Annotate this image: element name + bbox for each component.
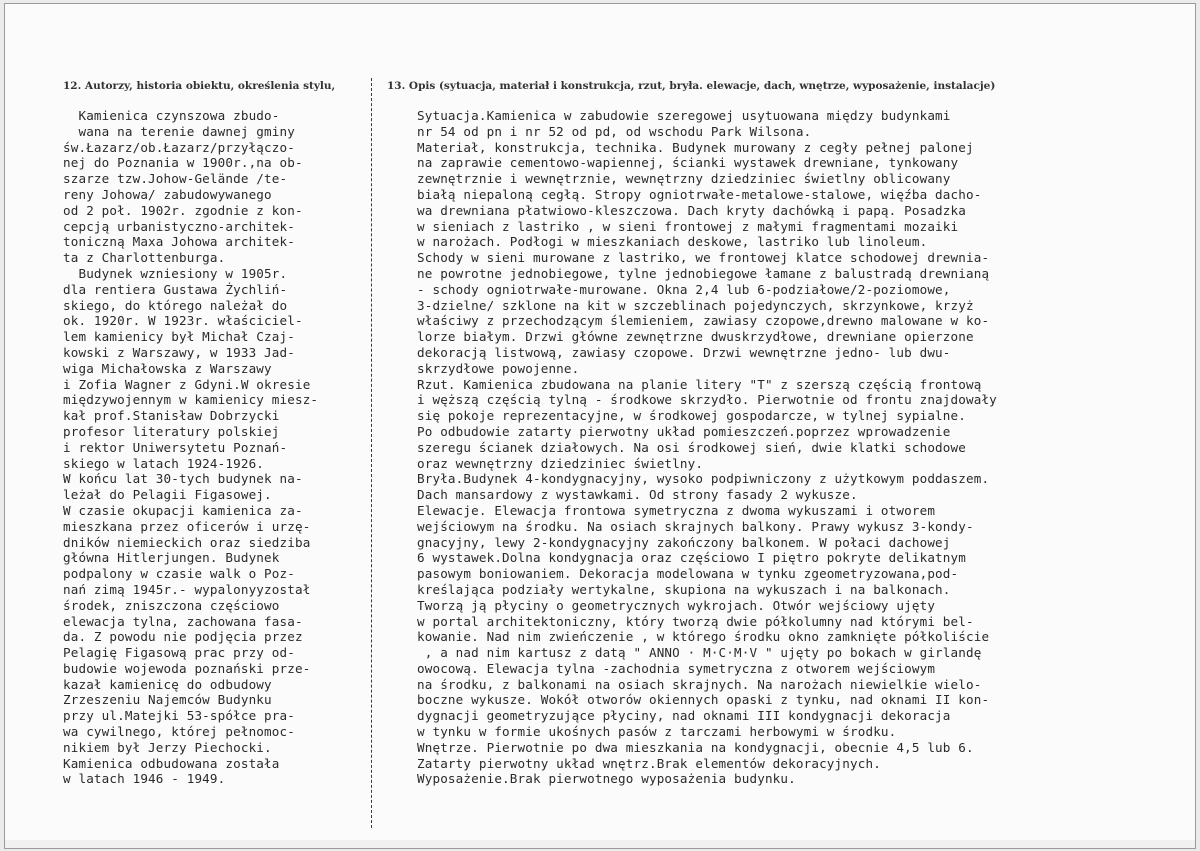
text-line: toniczną Maxa Johowa architek- [63,234,295,250]
text-line: przy ul.Matejki 53-spółce pra- [63,708,295,724]
text-line: właściwy z przechodzącym ślemieniem, zawiasy czopowe,drewno malowane w ko- [417,313,990,329]
text-line: w tynku w formie ukośnych pasów z tarczami herbowymi w środku. [417,724,897,740]
text-line: pasowym boniowaniem. Dekoracja modelowana w tynku zgeometryzowana,pod- [417,566,959,582]
text-line: wa drewniana płatwiowo-kleszczowa. Dach kryty dachówką i papą. Posadzka [417,202,966,218]
text-line: środek, zniszczona częściowo [63,597,280,613]
text-line: boczne wykusze. Wokół otworów okiennych opaski z tynku, nad oknami II kon- [417,692,990,708]
text-line: nikiem był Jerzy Piechocki. [63,739,272,755]
text-line: szeregu ścianek działowych. Na osi środkowej sień, dwie klatki schodowe [417,439,966,455]
text-line: w latach 1946 - 1949. [63,771,226,787]
text-line: budowie wojewoda poznański prze- [63,660,311,676]
section-12-header: 12. Autorzy, historia obiektu, określenia stylu, [63,80,336,92]
text-line: Dach mansardowy z wystawkami. Od strony fasady 2 wykusze. [417,487,858,503]
text-line: wiga Michałowska z Warszawy [63,360,272,376]
text-line: kreślająca podziały wertykalne, skupiona na wykuszach i na balkonach. [417,581,951,597]
text-line: nań zimą 1945r.- wypalonyyzostał [63,581,311,597]
text-line: Materiał, konstrukcja, technika. Budynek murowany z cegły pełnej palonej [417,139,974,155]
history-text-column [63,108,368,787]
text-line: Kamienica czynszowa zbudo- [63,108,280,123]
text-line: ok. 1920r. W 1923r. właściciel- [63,313,303,329]
text-line: w sieniach z lastriko , w sieni frontowej z małymi fragmentami mozaiki [417,218,959,234]
text-line: W końcu lat 30-tych budynek na- [63,471,303,487]
text-line: gnacyjny, lewy 2-kondygnacyjny zakończony balkonem. W połaci dachowej [417,534,951,550]
text-line: dla rentiera Gustawa Żychliń- [63,281,288,297]
text-line: ta z Charlottenburga. [63,250,226,266]
text-line: mieszkana przez oficerów i urzę- [63,518,311,534]
text-line: skiego w latach 1924-1926. [63,455,265,471]
text-line: Kamienica odbudowana została [63,755,280,771]
text-line: ne powrotne jednobiegowe, tylne jednobiegowe łamane z balustradą drewnianą [417,265,990,281]
text-line: kazał kamienicę do odbudowy [63,676,272,692]
description-text-column [417,108,1187,787]
text-line: Bryła.Budynek 4-kondygnacyjny, wysoko podpiwniczony z użytkowym poddaszem. [417,471,990,487]
text-line: Elewacje. Elewacja frontowa symetryczna z dwoma wykuszami i otworem [417,502,936,518]
text-line: lorze białym. Drzwi główne zewnętrzne dwuskrzydłowe, drewniane opierzone [417,329,974,345]
text-line: dników niemieckich oraz siedziba [63,534,311,550]
text-line: św.Łazarz/ob.Łazarz/przyłączo- [63,139,295,155]
text-line: główna Hitlerjungen. Budynek [63,550,280,566]
text-line: Sytuacja.Kamienica w zabudowie szeregowej usytuowana między budynkami [417,108,951,123]
text-line: Rzut. Kamienica zbudowana na planie litery "T" z szerszą częścią frontową [417,376,982,392]
text-line: od 2 poł. 1902r. zgodnie z kon- [63,202,303,218]
text-line: międzywojennym w kamienicy miesz- [63,392,319,408]
text-line: wana na terenie dawnej gminy [63,123,295,139]
text-line: lem kamienicy był Michał Czaj- [63,329,295,345]
text-line: na środku, z balkonami na osiach skrajnych. Na narożach niewielkie wielo- [417,676,982,692]
text-line: 3-dzielne/ szklone na kit w szczeblinach pojedynczych, skrzynkowe, krzyż [417,297,974,313]
text-line: i węższą częścią tylną - środkowe skrzydło. Pierwotnie od frontu znajdowały [417,392,997,408]
text-line: na zaprawie cementowo-wapiennej, ścianki wystawek drewniane, tynkowany [417,155,959,171]
text-line: wa cywilnego, której pełnomoc- [63,724,295,740]
text-line: W czasie okupacji kamienica za- [63,502,303,518]
text-line: się pokoje reprezentacyjne, w środkowej gospodarcze, w tylnej sypialne. [417,408,966,424]
text-line: oraz wewnętrzny dziedziniec świetlny. [417,455,704,471]
text-line: cepcją urbanistyczno-architek- [63,218,295,234]
text-line: reny Johowa/ zabudowywanego [63,186,272,202]
section-13-header: 13. Opis (sytuacja, materiał i konstrukcja, rzut, bryła. elewacje, dach, wnętrze, wyposażenie, instalacje) [387,80,996,92]
text-line: leżał do Pelagii Figasowej. [63,487,272,503]
text-line: profesor literatury polskiej [63,423,280,439]
text-line: Po odbudowie zatarty pierwotny układ pomieszczeń.poprzez wprowadzenie [417,423,951,439]
text-line: szarze tzw.Johow-Gelände /te- [63,171,288,187]
text-line: 6 wystawek.Dolna kondygnacja oraz częściowo I piętro pokryte delikatnym [417,550,966,566]
card-bottom-edge [5,840,1196,849]
document-card [4,3,1196,849]
text-line: białą niepaloną cegłą. Stropy ogniotrwałe-metalowe-stalowe, więźba dacho- [417,186,982,202]
text-line: elewacja tylna, zachowana fasa- [63,613,303,629]
text-line: Budynek wzniesiony w 1905r. [63,265,288,281]
text-line: w portal architektoniczny, który tworzą dwie półkolumny nad którymi bel- [417,613,974,629]
text-line: Zrzeszeniu Najemców Budynku [63,692,272,708]
text-line: da. Z powodu nie podjęcia przez [63,629,303,645]
text-line: nej do Poznania w 1900r.,na ob- [63,155,303,171]
text-line: dekoracją listwową, zawiasy czopowe. Drzwi wewnętrzne jedno- lub dwu- [417,344,951,360]
text-line: i rektor Uniwersytetu Poznań- [63,439,288,455]
text-line: kał prof.Stanisław Dobrzycki [63,408,280,424]
text-line: dygnacji geometryzujące płyciny, nad oknami III kondygnacji dekoracja [417,708,951,724]
text-line: - schody ogniotrwałe-murowane. Okna 2,4 lub 6-podziałowe/2-poziomowe, [417,281,951,297]
text-line: owocową. Elewacja tylna -zachodnia symetryczna z otworem wejściowym [417,660,936,676]
text-line: kowski z Warszawy, w 1933 Jad- [63,344,295,360]
text-line: Schody w sieni murowane z lastriko, we frontowej klatce schodowej drewnia- [417,250,990,266]
column-divider [371,78,372,828]
text-line: skiego, do którego należał do [63,297,288,313]
text-line: kowanie. Nad nim zwieńczenie , w którego środku okno zamknięte półkoliście [417,629,990,645]
text-line: Tworzą ją płyciny o geometrycznych wykrojach. Otwór wejściowy ujęty [417,597,936,613]
text-line: wejściowym na środku. Na osiach skrajnych balkony. Prawy wykusz 3-kondy- [417,518,974,534]
text-line: w narożach. Podłogi w mieszkaniach deskowe, lastriko lub linoleum. [417,234,928,250]
text-line: skrzydłowe powojenne. [417,360,580,376]
text-line: zewnętrznie i wewnętrznie, wewnętrzny dziedziniec świetlny oblicowany [417,171,951,187]
text-line: Pelagię Figasową prac przy od- [63,645,295,661]
text-line: i Zofia Wagner z Gdyni.W okresie [63,376,311,392]
text-line: Wnętrze. Pierwotnie po dwa mieszkania na kondygnacji, obecnie 4,5 lub 6. [417,739,974,755]
text-line: podpalony w czasie walk o Poz- [63,566,295,582]
text-line: , a nad nim kartusz z datą " ANNO · M·C·M·V " ujęty po bokach w girlandę [417,645,982,661]
text-line: Zatarty pierwotny układ wnętrz.Brak elementów dekoracyjnych. [417,755,881,771]
text-line: Wyposażenie.Brak pierwotnego wyposażenia budynku. [417,771,796,787]
text-line: nr 54 od pn i nr 52 od pd, od wschodu Park Wilsona. [417,123,812,139]
